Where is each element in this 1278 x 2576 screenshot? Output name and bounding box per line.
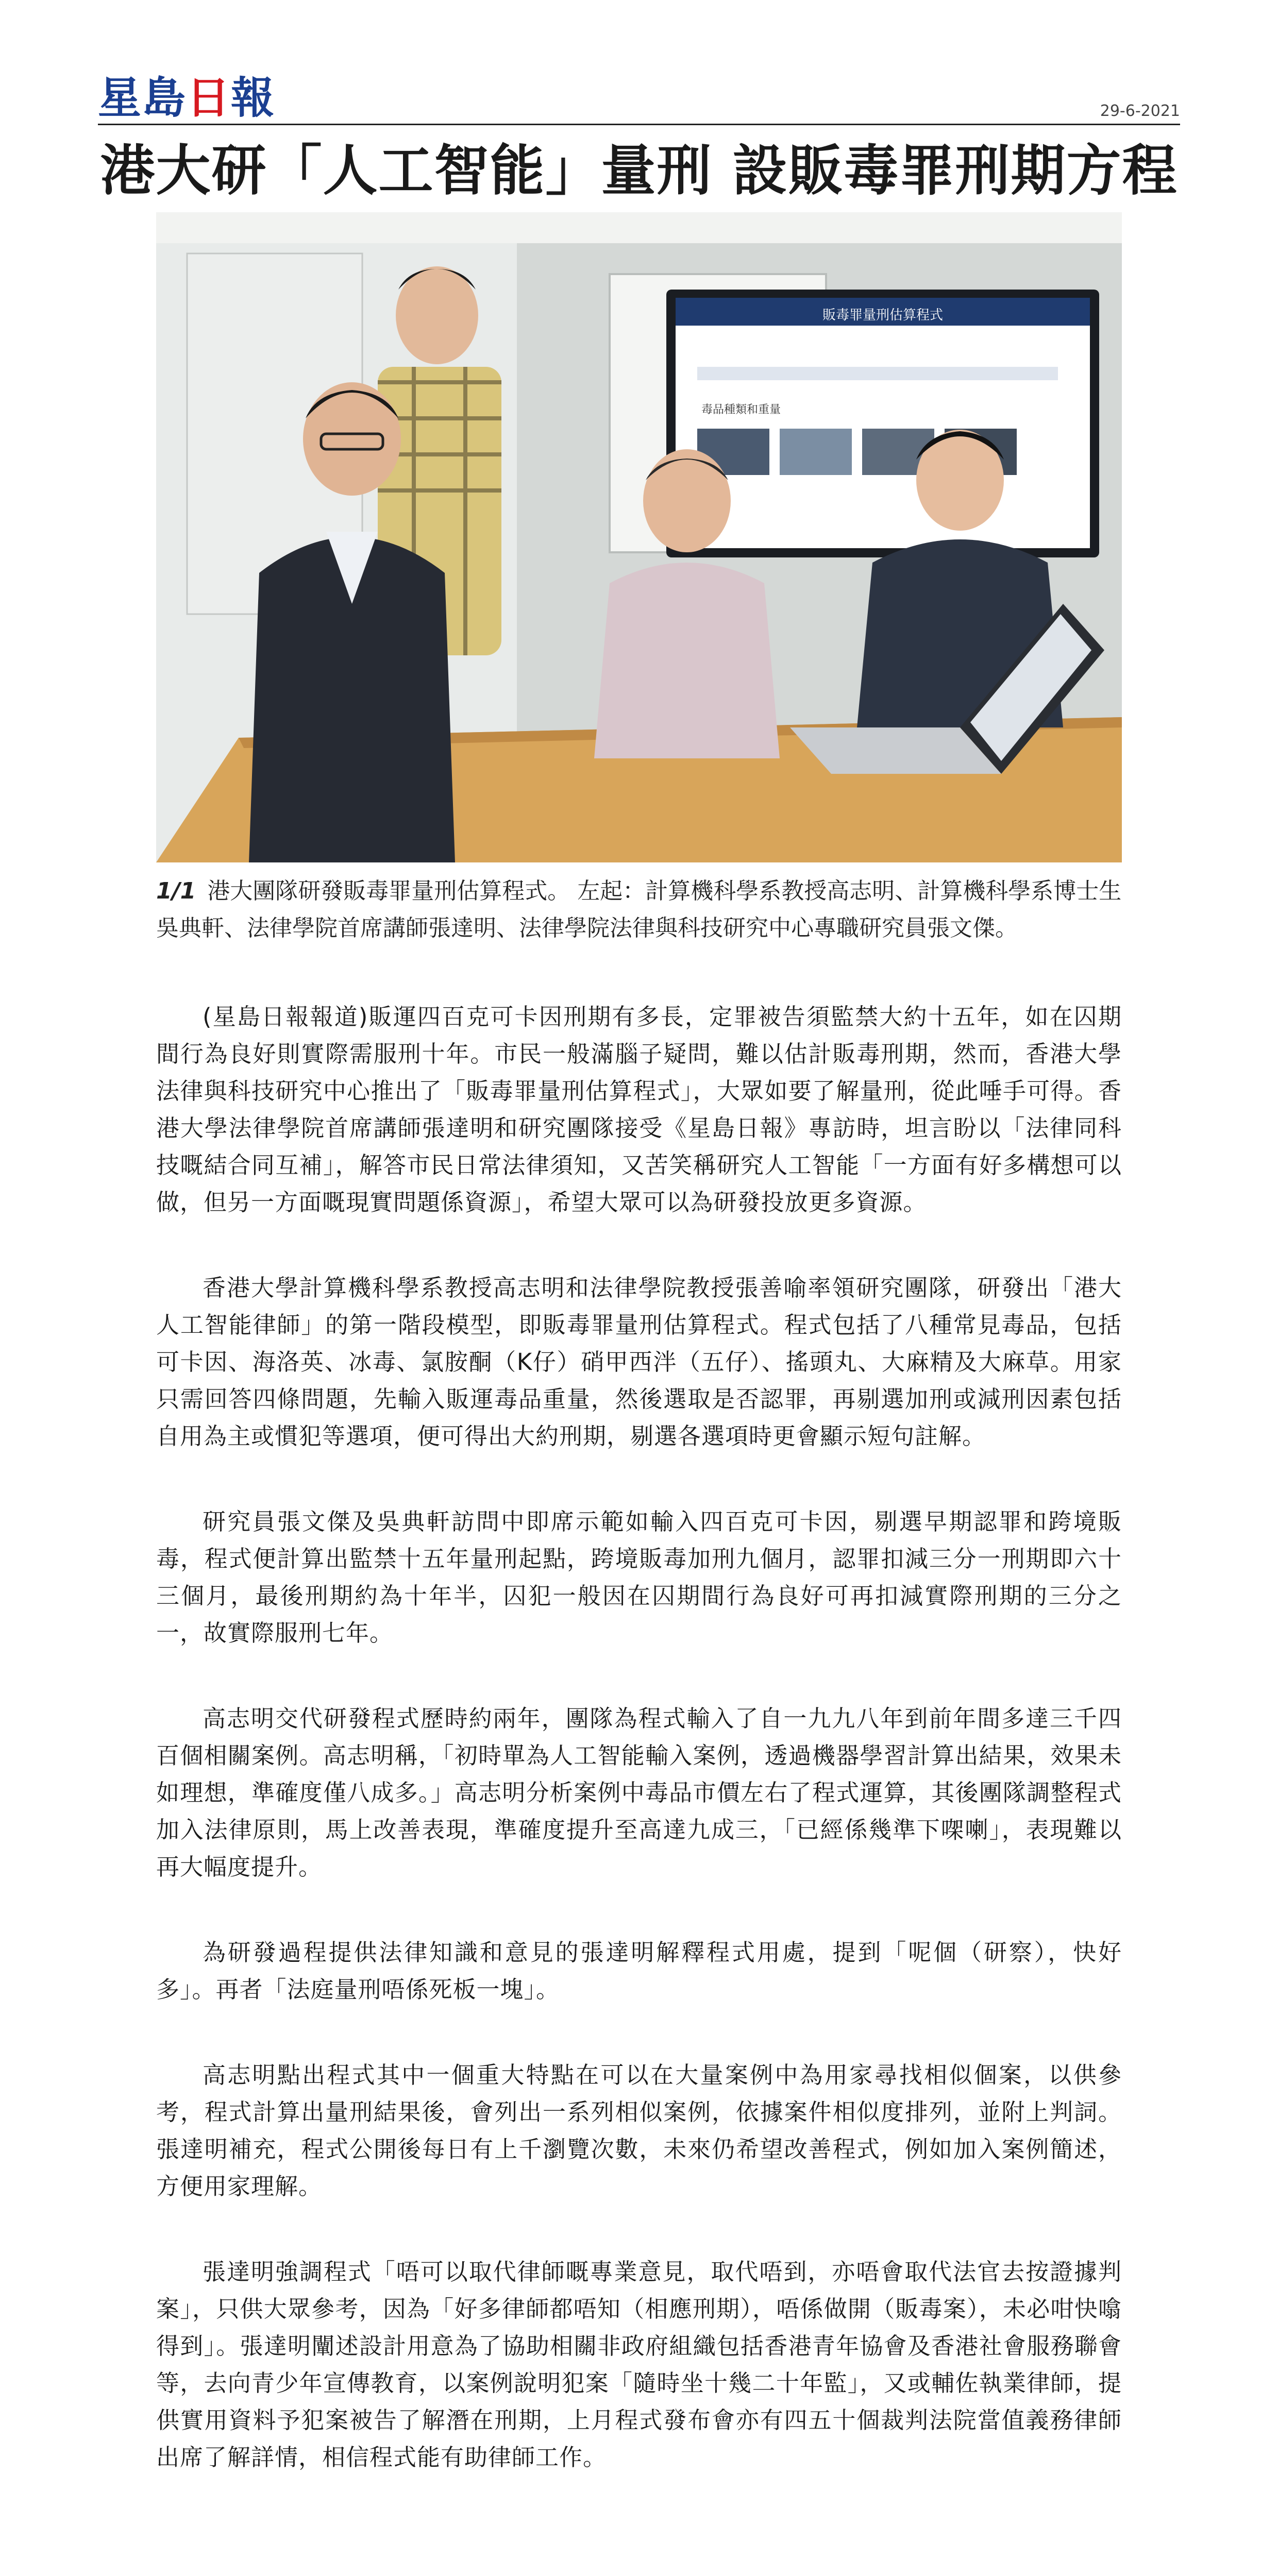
- newspaper-logo: 星島日報: [98, 73, 276, 123]
- monitor-subtitle: 毒品種類和重量: [701, 403, 781, 416]
- caption-number: 1/1: [156, 878, 196, 904]
- monitor-title: 販毒罪量刑估算程式: [822, 308, 944, 323]
- paragraph: 研究員張文傑及吳典軒訪問中即席示範如輸入四百克可卡因，剔選早期認罪和跨境販毒，程式便計算出監禁十五年量刑起點，跨境販毒加刑九個月，認罪扣減三分一刑期即六十三個月，最後刑期約為十年半，囚犯一般因在囚期間行為良好可再扣減實際刑期的三分之一，故實際服刑七年。: [156, 1508, 1122, 1647]
- news-photo: [156, 212, 1122, 862]
- photo-caption: [156, 873, 1122, 947]
- masthead: [98, 72, 1180, 124]
- publish-date: 29-6-2021: [1100, 102, 1180, 120]
- paragraph: 為研發過程提供法律知識和意見的張達明解釋程式用處，提到「呢個（研察），快好多」。再者「法庭量刑唔係死板一塊」。: [156, 1939, 1122, 2003]
- paragraph: 高志明點出程式其中一個重大特點在可以在大量案例中為用家尋找相似個案，以供參考，程式計算出量刑結果後，會列出一系列相似案例，依據案件相似度排列，並附上判詞。張達明補充，程式公開後每日有上千瀏覽次數，未來仍希望改善程式，例如加入案例簡述，方便用家理解。: [156, 2061, 1122, 2200]
- paragraph: (星島日報報道)販運四百克可卡因刑期有多長，定罪被告須監禁大約十五年，如在囚期間行為良好則實際需服刑十年。市民一般滿腦子疑問，難以估計販毒刑期，然而，香港大學法律與科技研究中心推出了「販毒罪量刑估算程式」，大眾如要了解量刑，從此唾手可得。香港大學法律學院首席講師張達明和研究團隊接受《星島日報》專訪時，坦言盼以「法律同科技嘅結合同互補」，解答市民日常法律須知，又苦笑稱研究人工智能「一方面有好多構想可以做，但另一方面嘅現實問題係資源」，希望大眾可以為研發投放更多資源。: [156, 1003, 1122, 1216]
- team-photo-illustration: [156, 212, 1122, 862]
- article-body: [156, 998, 1122, 2524]
- caption-text: 港大團隊研發販毒罪量刑估算程式。 左起：計算機科學系教授高志明、計算機科學系博士生吳典軒、法律學院首席講師張達明、法律學院法律與科技研究中心專職研究員張文傑。: [156, 878, 1122, 941]
- header-rule: [98, 124, 1180, 125]
- paragraph: 張達明強調程式「唔可以取代律師嘅專業意見，取代唔到，亦唔會取代法官去按證據判案」，只供大眾參考，因為「好多律師都唔知（相應刑期），唔係做開（販毒案），未必咁快噏得到」。張達明闡述設計用意為了協助相關非政府組織包括香港青年協會及香港社會服務聯會等，去向青少年宣傳教育，以案例說明犯案「隨時坐十幾二十年監」，又或輔佐執業律師，提供實用資料予犯案被告了解潛在刑期，上月程式發布會亦有四五十個裁判法院當值義務律師出席了解詳情，相信程式能有助律師工作。: [156, 2258, 1122, 2471]
- paragraph: 高志明交代研發程式歷時約兩年，團隊為程式輸入了自一九九八年到前年間多達三千四百個相關案例。高志明稱，「初時單為人工智能輸入案例，透過機器學習計算出結果，效果未如理想，準確度僅八成多。」高志明分析案例中毒品市價左右了程式運算，其後團隊調整程式加入法律原則，馬上改善表現，準確度提升至高達九成三，「已經係幾準下㗎喇」，表現難以再大幅度提升。: [156, 1705, 1122, 1880]
- headline: 港大研「人工智能」量刑 設販毒罪刑期方程: [100, 139, 1178, 202]
- paragraph: 香港大學計算機科學系教授高志明和法律學院教授張善喻率領研究團隊，研發出「港大人工智能律師」的第一階段模型，即販毒罪量刑估算程式。程式包括了八種常見毒品，包括可卡因、海洛英、冰毒、氯胺酮（K仔）硝甲西泮（五仔）、搖頭丸、大麻精及大麻草。用家只需回答四條問題，先輸入販運毒品重量，然後選取是否認罪，再剔選加刑或減刑因素包括自用為主或慣犯等選項，便可得出大約刑期，剔選各選項時更會顯示短句註解。: [156, 1274, 1122, 1450]
